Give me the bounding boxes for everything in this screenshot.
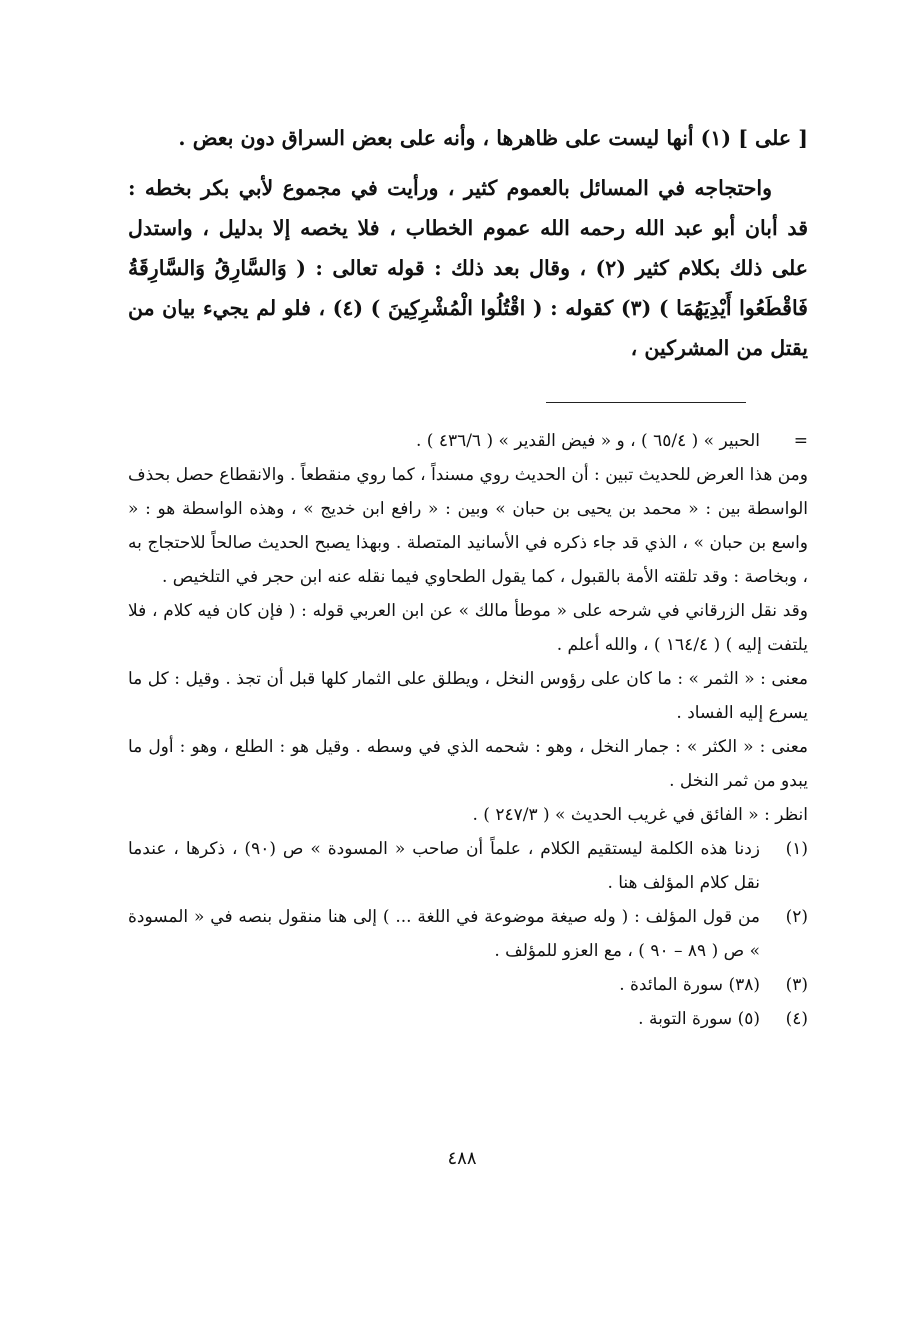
footnote-number: (٢) [785,907,808,927]
main-line-1: [ على ] (١) أنها ليست على ظاهرها ، وأنه على بعض السراق دون بعض . [178,126,808,150]
footnote-paragraph: انظر : « الفائق في غريب الحديث » ( ٢٤٧/٣ ) . [472,805,808,825]
footnote-continuation [128,424,808,458]
footnote-number: (١) [785,839,808,859]
page-number: ٤٨٨ [447,1148,477,1169]
footnote-4 [128,1002,808,1036]
footnote-number: (٤) [785,1009,808,1029]
footnote-paragraph: ومن هذا العرض للحديث تبين : أن الحديث روي مسنداً ، كما روي منقطعاً . والانقطاع حصل بحذف الواسطة بين : « محمد بن يحيى بن حبان » وبين : « رافع ابن خديج » ، وهذه الواسطة هو : « واسع بن حبان » ، الذي قد جاء ذكره في الأسانيد المتصلة . وبهذا يصبح الحديث صالحاً للاحتجاج به ، وبخاصة : وقد تلقته الأمة بالقبول ، كما يقول الطحاوي فيما نقله عنه ابن حجر في التلخيص . [128,465,808,587]
continuation-marker: = [793,431,808,451]
footnote-paragraph: معنى : « الكثر » : جمار النخل ، وهو : شحمه الذي في وسطه . وقيل هو : الطلع ، وهو : أول ما يبدو من ثمر النخل . [128,737,808,791]
footnote-number: (٣) [785,975,808,995]
footnote-line: الحبير » ( ٦٥/٤ ) ، و « فيض القدير » ( ٤٣٦/٦ ) . [415,431,760,451]
footnote-paragraph: وقد نقل الزرقاني في شرحه على « موطأ مالك » عن ابن العربي قوله : ( فإن كان فيه كلام ، فلا يلتفت إليه ) ( ١٦٤/٤ ) ، والله أعلم . [128,601,808,655]
footnote-2 [128,900,808,968]
footnote-1 [128,832,808,900]
main-paragraph: واحتجاجه في المسائل بالعموم كثير ، ورأيت في مجموع لأبي بكر بخطه : قد أبان أبو عبد الله رحمه الله عموم الخطاب ، فلا يخصه إلا بدليل ، واستدل على ذلك بكلام كثير (٢) ، وقال بعد ذلك : قوله تعالى : ( وَالسَّارِقُ وَالسَّارِقَةُ فَاقْطَعُوا أَيْدِيَهُمَا ) (٣) كقوله : ( اقْتُلُوا الْمُشْرِكِينَ ) (٤) ، فلو لم يجيء بيان من يقتل من المشركين ، [128,176,808,360]
footnote-paragraph: معنى : « الثمر » : ما كان على رؤوس النخل ، ويطلق على الثمار كلها قبل أن تجذ . وقيل : كل ما يسرع إليه الفساد . [128,669,808,723]
footnote-text: زدنا هذه الكلمة ليستقيم الكلام ، علماً أن صاحب « المسودة » ص (٩٠) ، ذكرها ، عندما نقل كلام المؤلف هنا . [128,839,760,893]
footnote-3 [128,968,808,1002]
footnotes [128,424,808,1036]
footnote-separator [546,402,746,403]
footnote-text: (٥) سورة التوبة . [638,1009,760,1029]
footnote-text: (٣٨) سورة المائدة . [619,975,760,995]
main-text [128,118,808,368]
footnote-text: من قول المؤلف : ( وله صيغة موضوعة في اللغة ... ) إلى هنا منقول بنصه في « المسودة » ص ( ٨٩ – ٩٠ ) ، مع العزو للمؤلف . [128,907,760,961]
